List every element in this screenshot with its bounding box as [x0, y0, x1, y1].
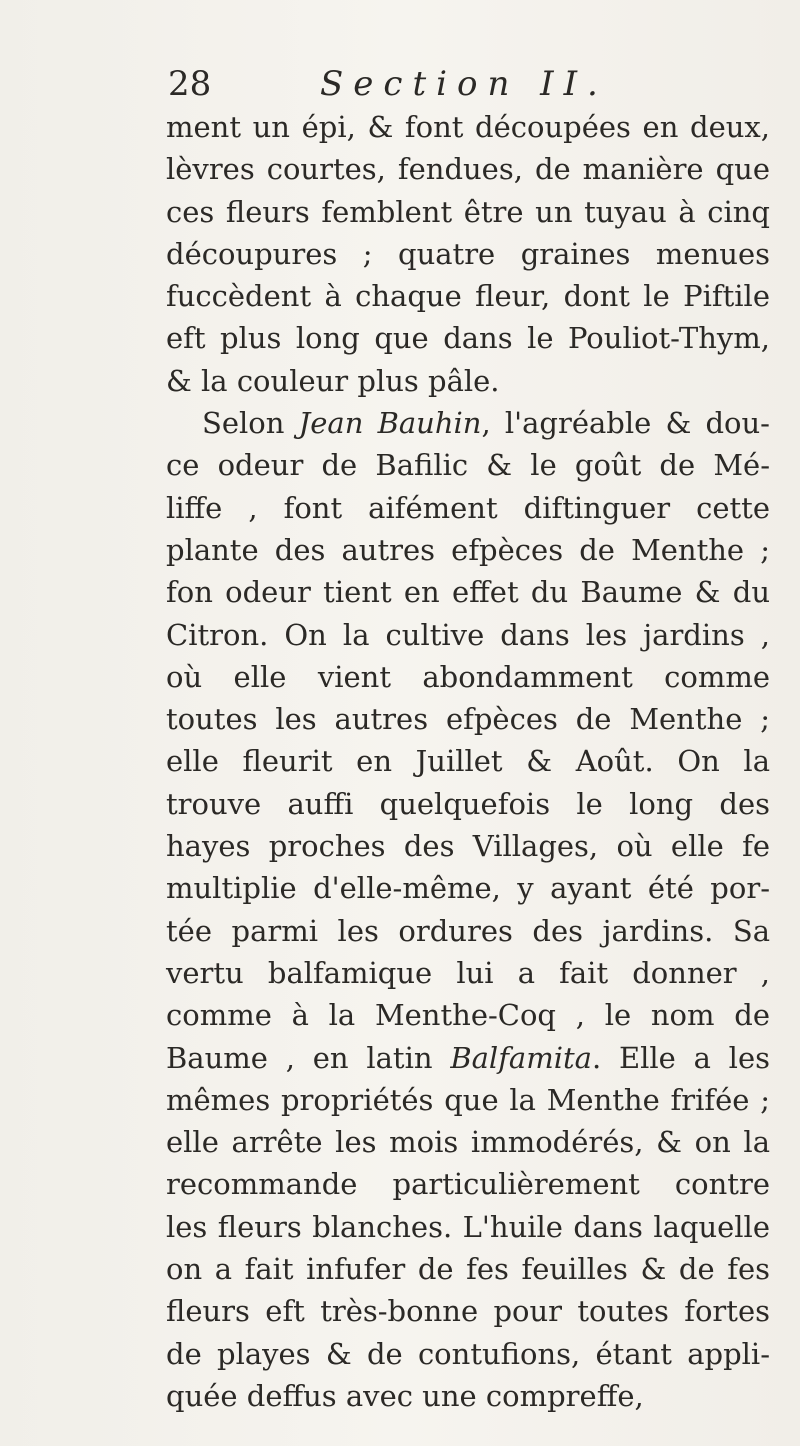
line-text: ce odeur de Bafilic & le goût de Mé-: [166, 448, 770, 483]
text-line: [166, 1163, 770, 1205]
line-text: recommande particulièrement contre: [166, 1167, 770, 1202]
line-text: mêmes propriétés que la Menthe frifée ;: [166, 1082, 770, 1117]
text-body: [166, 106, 770, 1417]
line-text: fleurs eft très-bonne pour toutes fortes: [166, 1294, 770, 1329]
text-line: [166, 1121, 770, 1163]
text-line: [166, 106, 770, 148]
line-text: comme à la Menthe-Coq , le nom de: [166, 998, 770, 1033]
line-text: de playes & de contufions, étant appli-: [166, 1336, 770, 1371]
text-line: [166, 402, 770, 444]
text-line: [166, 1333, 770, 1375]
line-text: liffe , font aifément diftinguer cette: [166, 490, 770, 525]
line-text: lèvres courtes, fendues, de manière que: [166, 152, 770, 187]
line-text: fon odeur tient en effet du Baume & du: [166, 575, 770, 610]
line-text: multiplie d'elle-même, y ayant été por-: [166, 871, 770, 906]
text-line: [166, 740, 770, 782]
line-text: trouve auffi quelquefois le long des: [166, 786, 770, 821]
text-line: [166, 1079, 770, 1121]
line-text: Selon: [202, 406, 299, 441]
page-header: [168, 62, 688, 106]
line-text: toutes les autres efpèces de Menthe ;: [166, 702, 770, 737]
text-line: [166, 233, 770, 275]
line-text: ces fleurs femblent être un tuyau à cinq: [166, 194, 770, 229]
line-text: eft plus long que dans le Pouliot-Thym,: [166, 321, 770, 356]
line-text: Baume , en latin: [166, 1040, 451, 1075]
text-line: [166, 994, 770, 1036]
line-text: & la couleur plus pâle.: [166, 363, 500, 398]
text-line: [166, 317, 770, 359]
text-line: [166, 487, 770, 529]
line-text: où elle vient abondamment comme: [166, 659, 770, 694]
italic-text: Balfamita: [450, 1040, 592, 1075]
text-line: [166, 952, 770, 994]
text-line: [166, 1248, 770, 1290]
line-text: hayes proches des Villages, où elle fe: [166, 829, 770, 864]
text-line: [166, 1206, 770, 1248]
text-line: [166, 825, 770, 867]
text-line: [166, 910, 770, 952]
line-text: plante des autres efpèces de Menthe ;: [166, 532, 770, 567]
text-line: [166, 529, 770, 571]
text-line: [166, 1037, 770, 1079]
text-line: [166, 360, 770, 402]
text-line: [166, 191, 770, 233]
text-line: [166, 275, 770, 317]
text-line: [166, 656, 770, 698]
line-text: elle fleurit en Juillet & Août. On la: [166, 744, 770, 779]
page-number: 28: [168, 64, 212, 104]
text-line: [166, 698, 770, 740]
text-line: [166, 571, 770, 613]
running-head: Section II.: [320, 64, 608, 104]
text-line: [166, 614, 770, 656]
line-text: , l'agréable & dou-: [481, 406, 770, 441]
italic-text: Jean Bauhin: [298, 406, 482, 441]
text-line: [166, 444, 770, 486]
line-text: fuccèdent à chaque fleur, dont le Piftile: [166, 279, 770, 314]
line-text: quée deffus avec une compreffe,: [166, 1378, 644, 1413]
line-text: . Elle a les: [591, 1040, 770, 1075]
line-text: tée parmi les ordures des jardins. Sa: [166, 913, 770, 948]
text-line: [166, 783, 770, 825]
line-text: les fleurs blanches. L'huile dans laquelle: [166, 1209, 770, 1244]
text-line: [166, 1290, 770, 1332]
text-line: [166, 867, 770, 909]
line-text: elle arrête les mois immodérés, & on la: [166, 1125, 770, 1160]
text-line: [166, 148, 770, 190]
text-line: [166, 1375, 770, 1417]
line-text: découpures ; quatre graines menues: [166, 236, 770, 271]
line-text: vertu balfamique lui a fait donner ,: [166, 955, 770, 990]
line-text: on a fait infufer de fes feuilles & de fes: [166, 1252, 770, 1287]
line-text: Citron. On la cultive dans les jardins ,: [166, 617, 770, 652]
line-text: ment un épi, & font découpées en deux,: [166, 110, 770, 144]
